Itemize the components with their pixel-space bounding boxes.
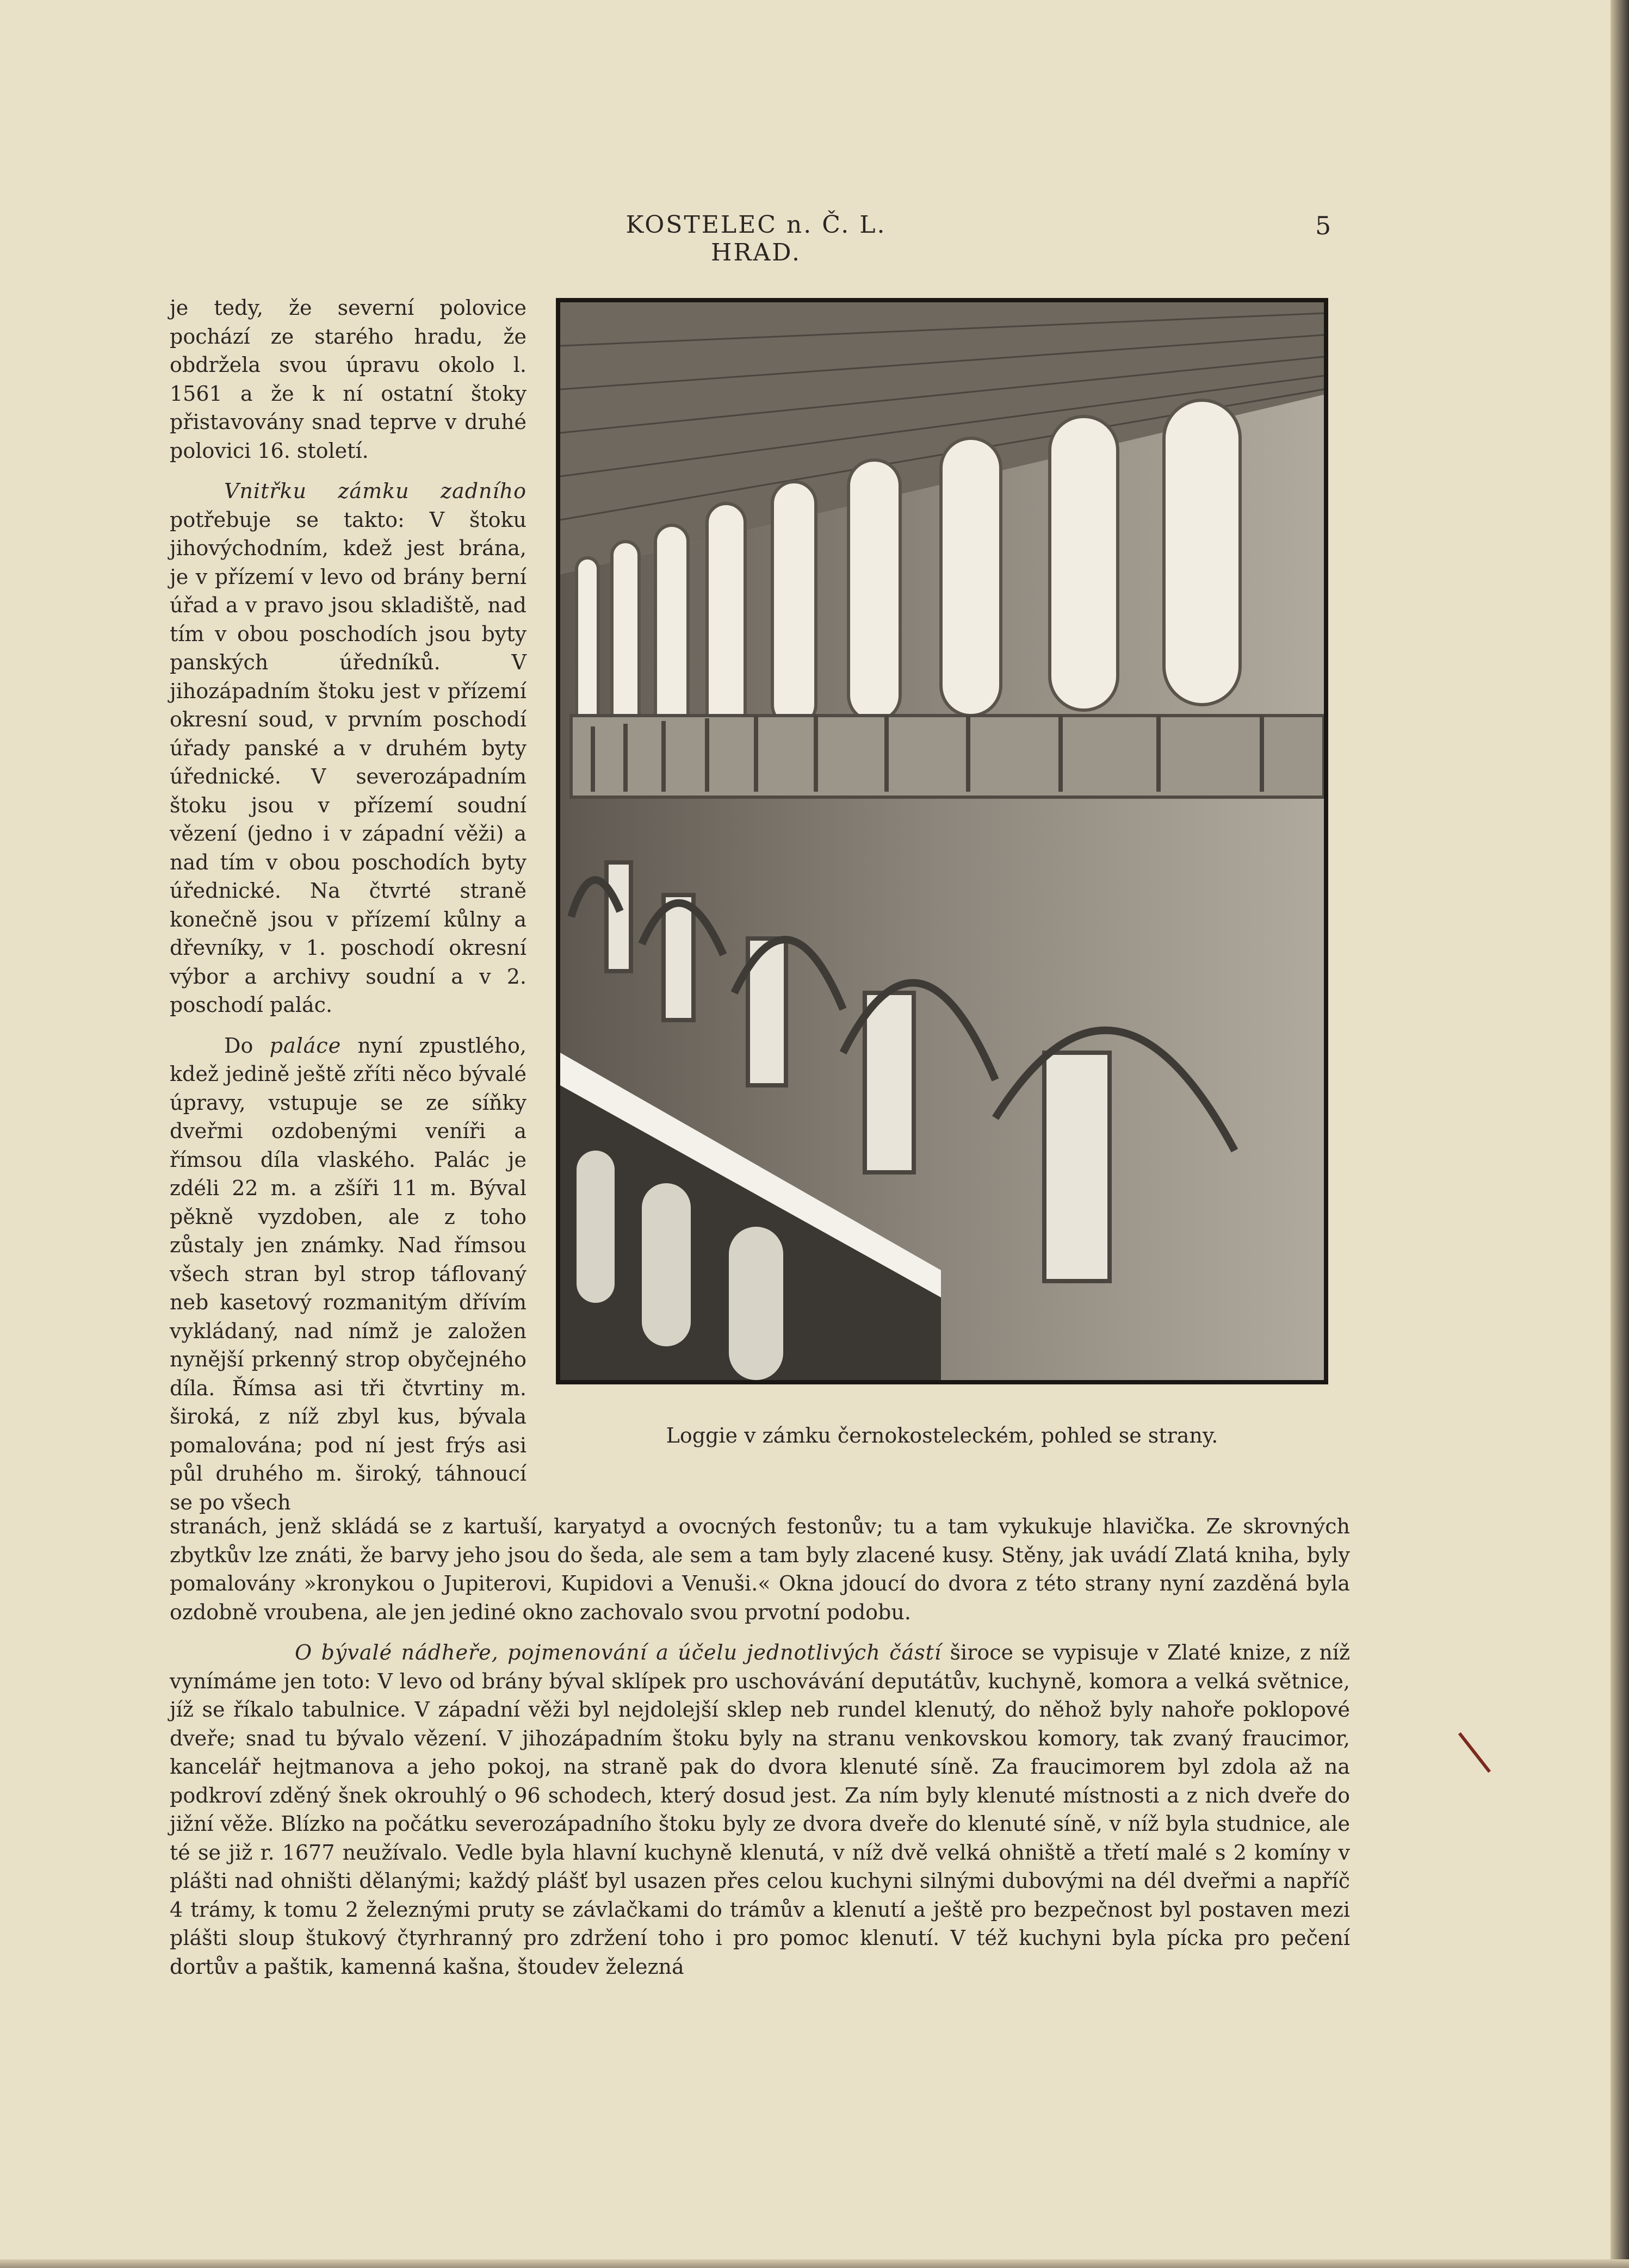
paragraph-1: je tedy, že severní polovice pochází ze starého hradu, že obdržela svou úpravu okolo l. 1561 a že k ní ostatní štoky přistavovány snad teprve v druhé polovici 16. století. bbox=[170, 296, 527, 463]
paragraph-3-continued: stranách, jenž skládá se z kartuší, karyatyd a ovocných festonův; tu a tam vykukuje hlavička. Ze skrovných zbytkův lze znáti, že barvy jeho jsou do šeda, ale sem a tam byly zlacené kusy. Stěny, jak uvádí Zlatá kniha, byly pomalovány »kronykou o Jupiterovi, Kupidovi a Venuši.« Okna jdoucí do dvora z této strany nyní zazděná byla ozdobně vroubena, ale jen jediné okno zachovalo svou prvotní podobu. bbox=[170, 1514, 1350, 1624]
left-column bbox=[170, 294, 527, 1517]
margin-pencil-mark bbox=[1458, 1732, 1491, 1773]
running-title: KOSTELEC n. Č. L. HRAD. bbox=[625, 211, 887, 266]
paragraph-2-text: potřebuje se takto: V štoku jihovýchodním, kdež jest brána, je v přízemí v levo od brány berní úřad a v pravo jsou skladiště, nad tím v obou poschodích jsou byty panských úředníků. V jihozápadním štoku jest v přízemí okresní soud, v prvním poschodí úřady panské a v druhém byty úřednické. V severozápadním štoku jsou v přízemí soudní vězení (jedno i v západní věži) a nad tím v obou poschodích byty úřednické. Na čtvrté straně konečně jsou v přízemí kůlny a dřevníky, v 1. poschodí okresní výbor a archivy soudní a v 2. poschodí palác. bbox=[170, 507, 527, 1017]
paragraph-4-italic: O bývalé nádheře, pojmenování a účelu jednotlivých částí bbox=[295, 1641, 942, 1664]
paragraph-4-text: široce se vypisuje v Zlaté knize, z níž vynímáme jen toto: V levo od brány býval sklípek pro uschovávání deputátův, kuchyně, komora a velká světnice, jíž se říkalo tabulnice. V západní věži byl nejdolejší sklep neb rundel klenutý, do něhož byly nahoře poklopové dveře; snad tu bývalo vězení. V jihozápadním štoku byly na stranu venkovskou komory, tak zvaný fraucimor, kancelář hejtmanova a jeho pokoj, na straně pak do dvora klenuté síně. Za fraucimorem byl zdola až na podkroví zděný šnek okrouhlý o 96 schodech, který dosud jest. Za ním byly klenuté místnosti a z nich dveře do jižní věže. Blízko na počátku severozápadního štoku byly ze dvora dveře do klenuté síně, v níž byla studnice, ale té se již r. 1677 neužívalo. Vedle byla hlavní kuchyně klenutá, v níž dvě velká ohniště a třetí malé s 2 komíny v plášti nad ohništi dělanými; každý plášť byl usazen přes celou kuchyni silnými dubovými na dél dveřmi a napříč 4 trámy, k tomu 2 železnými pruty se závlačkami do trámův a klenutí a ještě pro bezpečnost byl postaven mezi plášti sloup štukový čtyrhranný pro zdržení toho i pro pomoc klenutí. V též kuchyni byla pícka pro pečení dortův a paštik, kamenná kašna, štoudev železná bbox=[170, 1641, 1350, 1979]
paragraph-2-italic: Vnitřku zámku zadního bbox=[224, 479, 527, 503]
paragraph-3 bbox=[170, 1032, 527, 1517]
figure-caption: Loggie v zámku černokosteleckém, pohled se strany. bbox=[666, 1424, 1218, 1447]
paragraph-4 bbox=[170, 1638, 1350, 1981]
paragraph-3-text: nyní zpustlého, kdež jedině ještě zříti něco bývalé úpravy, vstupuje se ze síňky dveřmi ozdobenými veníři a římsou díla vlaského. Palác je zdéli 22 m. a zšíři 11 m. Býval pěkně vyzdoben, ale z toho zůstaly jen známky. Nad římsou všech stran byl strop táflovaný neb kasetový rozmanitým dřívím vykládaný, nad nímž je založen nynější prkenný strop obyčejného díla. Římsa asi tři čtvrtiny m. široká, z níž zbyl kus, bývala pomalována; pod ní jest frýs asi půl druhého m. široký, táhnoucí se po všech bbox=[170, 1033, 527, 1514]
full-width-text bbox=[170, 1512, 1350, 1981]
loggia-photograph bbox=[556, 298, 1328, 1384]
paragraph-2 bbox=[170, 477, 527, 1020]
paragraph-3-italic: paláce bbox=[269, 1033, 342, 1058]
page-edge-bottom bbox=[0, 2259, 1629, 2268]
page-edge-right bbox=[1611, 0, 1629, 2268]
paragraph-3-start: Do bbox=[224, 1033, 270, 1058]
page-number: 5 bbox=[1315, 211, 1331, 240]
